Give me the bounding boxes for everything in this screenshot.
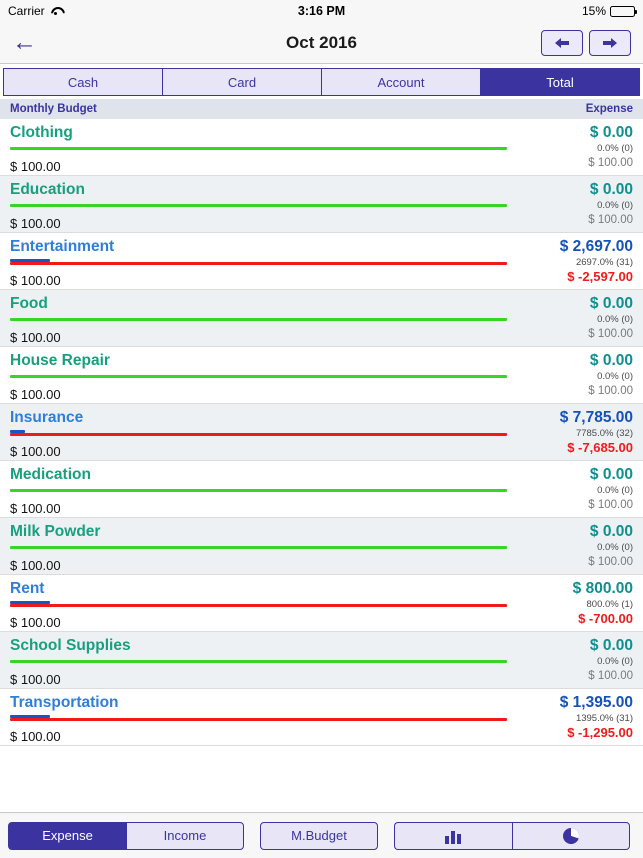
remaining-amount: $ 100.00: [588, 328, 633, 340]
category-name: Medication: [10, 466, 91, 483]
category-name: Insurance: [10, 409, 84, 426]
remaining-amount: $ -1,295.00: [567, 725, 633, 740]
arrow-left-icon: [552, 37, 572, 49]
row-left: [10, 523, 521, 574]
budget-amount: $ 100.00: [10, 729, 61, 744]
budget-bar-red: [10, 433, 507, 436]
budget-amount: $ 100.00: [10, 501, 61, 516]
category-name: Entertainment: [10, 238, 115, 255]
budget-row[interactable]: [0, 290, 643, 347]
budget-amount: $ 100.00: [10, 672, 61, 687]
monthly-budget-button[interactable]: M.Budget: [260, 822, 378, 850]
row-right: [521, 181, 633, 232]
percent-label: 2697.0% (31): [575, 257, 633, 268]
budget-row[interactable]: [0, 233, 643, 290]
progress-bars: [10, 316, 507, 325]
category-name: Transportation: [10, 694, 119, 711]
pie-chart-button[interactable]: [512, 822, 630, 850]
category-name: House Repair: [10, 352, 110, 369]
budget-amount: $ 100.00: [10, 216, 61, 231]
budget-row[interactable]: [0, 347, 643, 404]
account-segmented-control[interactable]: [3, 68, 640, 96]
previous-month-button[interactable]: [541, 30, 583, 56]
row-right: [521, 637, 633, 688]
expense-amount: $ 0.00: [589, 466, 633, 483]
progress-bars: [10, 373, 507, 382]
percent-label: 0.0% (0): [597, 314, 633, 325]
segment-card[interactable]: Card: [162, 68, 321, 96]
progress-bars: [10, 658, 507, 667]
progress-bars: [10, 487, 507, 496]
budget-amount: $ 100.00: [10, 159, 61, 174]
category-name: Milk Powder: [10, 523, 101, 540]
budget-list[interactable]: [0, 119, 643, 812]
expense-amount: $ 0.00: [589, 352, 633, 369]
percent-label: 7785.0% (32): [575, 428, 633, 439]
progress-bars: [10, 259, 507, 268]
expense-amount: $ 1,395.00: [559, 694, 633, 711]
back-button[interactable]: ←: [12, 28, 37, 56]
list-header: [0, 99, 643, 119]
status-right: [475, 4, 635, 18]
progress-bars: [10, 544, 507, 553]
percent-label: 0.0% (0): [597, 371, 633, 382]
category-name: School Supplies: [10, 637, 131, 654]
progress-bars: [10, 430, 507, 439]
pie-chart-icon: [561, 826, 581, 846]
row-left: [10, 124, 521, 175]
category-name: Rent: [10, 580, 45, 597]
list-header-right: Expense: [585, 103, 633, 115]
budget-bar-green: [10, 375, 507, 378]
row-right: [521, 352, 633, 403]
budget-row[interactable]: [0, 461, 643, 518]
list-header-left: Monthly Budget: [10, 103, 97, 115]
row-right: [521, 694, 633, 745]
navigation-bar: [0, 22, 643, 64]
status-left: [8, 4, 168, 18]
next-month-button[interactable]: [589, 30, 631, 56]
budget-bar-green: [10, 489, 507, 492]
percent-label: 0.0% (0): [597, 143, 633, 154]
percent-label: 0.0% (0): [597, 542, 633, 553]
nav-arrows: [541, 30, 631, 56]
remaining-amount: $ 100.00: [588, 556, 633, 568]
category-name: Food: [10, 295, 48, 312]
expense-amount: $ 7,785.00: [559, 409, 633, 426]
row-right: [521, 523, 633, 574]
bar-chart-icon: [443, 828, 465, 844]
progress-bars: [10, 715, 507, 724]
remaining-amount: $ 100.00: [588, 385, 633, 397]
expense-button[interactable]: Expense: [8, 822, 126, 850]
arrow-right-icon: [600, 37, 620, 49]
remaining-amount: $ -700.00: [578, 611, 633, 626]
budget-row[interactable]: [0, 404, 643, 461]
budget-amount: $ 100.00: [10, 387, 61, 402]
segment-cash[interactable]: Cash: [3, 68, 162, 96]
category-name: Clothing: [10, 124, 73, 141]
income-button[interactable]: Income: [126, 822, 244, 850]
row-left: [10, 295, 521, 346]
budget-bar-red: [10, 262, 507, 265]
expense-amount: $ 800.00: [572, 580, 633, 597]
budget-bar-red: [10, 718, 507, 721]
remaining-amount: $ 100.00: [588, 670, 633, 682]
segment-total[interactable]: Total: [480, 68, 640, 96]
carrier-label: Carrier: [8, 4, 45, 18]
page-title: Oct 2016: [286, 32, 357, 52]
expense-amount: $ 0.00: [589, 295, 633, 312]
budget-row[interactable]: [0, 632, 643, 689]
status-time: 3:16 PM: [297, 4, 346, 18]
expense-amount: $ 0.00: [589, 181, 633, 198]
budget-row[interactable]: [0, 176, 643, 233]
row-left: [10, 694, 521, 745]
expense-amount: $ 0.00: [589, 637, 633, 654]
row-left: [10, 466, 521, 517]
remaining-amount: $ -2,597.00: [567, 269, 633, 284]
percent-label: 0.0% (0): [597, 200, 633, 211]
expense-amount: $ 2,697.00: [559, 238, 633, 255]
budget-amount: $ 100.00: [10, 273, 61, 288]
budget-bar-red: [10, 604, 507, 607]
remaining-amount: $ 100.00: [588, 157, 633, 169]
expense-amount: $ 0.00: [589, 124, 633, 141]
percent-label: 0.0% (0): [597, 485, 633, 496]
bar-chart-button[interactable]: [394, 822, 512, 850]
chart-toggle-group: [394, 822, 630, 850]
row-left: [10, 238, 521, 289]
remaining-amount: $ 100.00: [588, 214, 633, 226]
budget-bar-green: [10, 318, 507, 321]
budget-row[interactable]: [0, 575, 643, 632]
progress-bars: [10, 601, 507, 610]
row-right: [521, 409, 633, 460]
row-left: [10, 352, 521, 403]
budget-amount: $ 100.00: [10, 558, 61, 573]
battery-icon: [610, 6, 635, 17]
row-left: [10, 181, 521, 232]
budget-row[interactable]: [0, 518, 643, 575]
percent-label: 1395.0% (31): [575, 713, 633, 724]
row-right: [521, 124, 633, 175]
progress-bars: [10, 202, 507, 211]
row-left: [10, 637, 521, 688]
category-name: Education: [10, 181, 85, 198]
budget-bar-green: [10, 147, 507, 150]
budget-amount: $ 100.00: [10, 330, 61, 345]
expense-amount: $ 0.00: [589, 523, 633, 540]
row-right: [521, 238, 633, 289]
budget-bar-green: [10, 546, 507, 549]
row-left: [10, 409, 521, 460]
segment-account[interactable]: Account: [321, 68, 480, 96]
bottom-toolbar: [0, 812, 643, 858]
budget-amount: $ 100.00: [10, 444, 61, 459]
remaining-amount: $ -7,685.00: [567, 440, 633, 455]
budget-bar-green: [10, 204, 507, 207]
row-right: [521, 580, 633, 631]
progress-bars: [10, 145, 507, 154]
wifi-icon: [50, 6, 63, 16]
status-bar: [0, 0, 643, 22]
budget-amount: $ 100.00: [10, 615, 61, 630]
row-right: [521, 295, 633, 346]
budget-bar-green: [10, 660, 507, 663]
row-right: [521, 466, 633, 517]
budget-row[interactable]: [0, 689, 643, 746]
budget-row[interactable]: [0, 119, 643, 176]
percent-label: 800.0% (1): [586, 599, 633, 610]
percent-label: 0.0% (0): [597, 656, 633, 667]
remaining-amount: $ 100.00: [588, 499, 633, 511]
type-toggle-group: [8, 822, 244, 850]
row-left: [10, 580, 521, 631]
battery-percent-label: 15%: [581, 4, 606, 18]
